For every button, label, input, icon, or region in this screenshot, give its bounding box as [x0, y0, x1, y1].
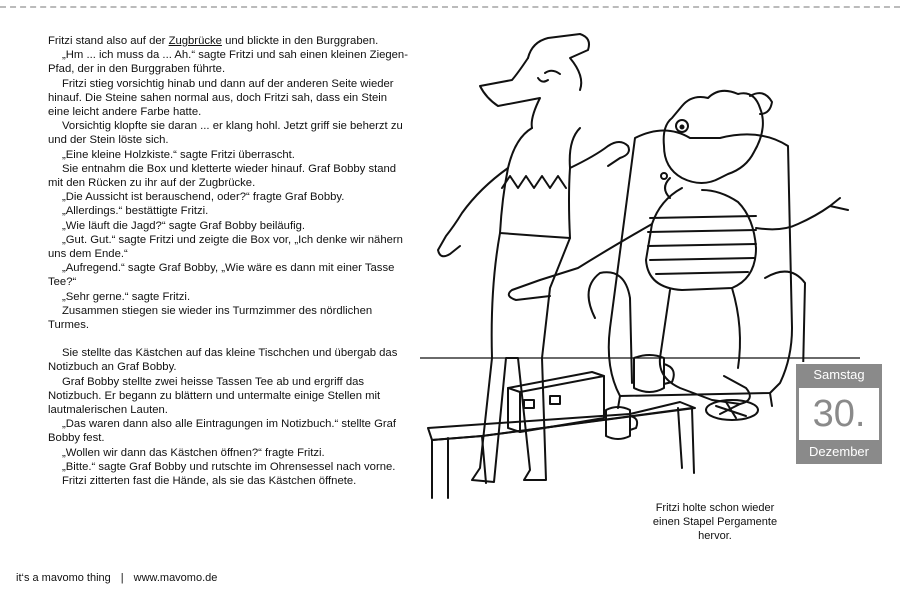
- weekday-label: Samstag: [813, 367, 865, 382]
- footer-url-link[interactable]: www.mavomo.de: [133, 572, 218, 584]
- story-text-span: und blickte in den Burggraben.: [221, 35, 379, 47]
- armchair-drawing: [589, 131, 805, 409]
- story-paragraph: „Bitte.“ sagte Graf Bobby und rutschte im Ohrensessel nach vorne.: [62, 460, 396, 473]
- story-paragraph: „Wollen wir dann das Kästchen öffnen?“ fragte Fritzi.: [62, 446, 325, 459]
- date-badge: [794, 362, 884, 466]
- story-paragraph: „Sehr gerne.“ sagte Fritzi.: [62, 290, 191, 303]
- story-paragraph: „Aufregend.“ sagte Graf Bobby, „Wie wäre es dann mit einer Tasse Tee?“: [48, 262, 395, 289]
- table-drawing: [428, 402, 695, 498]
- story-text: [48, 34, 408, 488]
- story-paragraph: „Allerdings.“ bestättigte Fritzi.: [62, 205, 209, 218]
- story-paragraph: Graf Bobby stellte zwei heisse Tassen Tee ab und ergriff das Notizbuch. Er begann zu blättern und untermalte einige Stellen mit lautmalerischen Lauten.: [48, 375, 381, 417]
- story-paragraph: „Eine kleine Holzkiste.“ sagte Fritzi überrascht.: [62, 148, 295, 161]
- story-paragraph: Fritzi zitterten fast die Hände, als sie das Kästchen öffnete.: [62, 475, 357, 488]
- story-text-span: Fritzi stand also auf der: [48, 35, 169, 47]
- story-paragraph: „Hm ... ich muss da ... Ah.“ sagte Fritzi und sah einen kleinen Ziegen-Pfad, der in den Burggraben führte.: [48, 49, 408, 76]
- month-label: Dezember: [809, 444, 869, 459]
- wolf-character-drawing: [438, 34, 629, 482]
- story-paragraph: Fritzi stieg vorsichtig hinab und dann auf der anderen Seite wieder hinauf. Die Steine sahen normal aus, doch Fritzi sah, dass ein Stein eine leicht andere Farbe hatte.: [48, 77, 394, 119]
- story-paragraph: „Gut. Gut.“ sagte Fritzi und zeigte die Box vor, „Ich denke wir nähern uns dem Ende.“: [48, 233, 403, 261]
- story-paragraph: „Wie läuft die Jagd?“ sagte Graf Bobby beiläufig.: [62, 219, 306, 232]
- story-paragraph: Vorsichtig klopfte sie daran ... er klang hohl. Jetzt griff sie beherzt zu und der Stein löste sich.: [48, 120, 403, 147]
- paragraph-gap: [48, 332, 408, 346]
- perforation-line: [0, 6, 900, 8]
- day-number: 30.: [799, 388, 879, 440]
- story-paragraph: [48, 34, 408, 48]
- teacup-drawing: [606, 355, 674, 439]
- story-paragraph: „Die Aussicht ist berauschend, oder?“ fragte Graf Bobby.: [62, 191, 345, 204]
- footer-separator: |: [120, 572, 124, 584]
- footer-brand: it‘s a mavomo thing: [16, 572, 111, 584]
- footer: [16, 572, 217, 584]
- story-paragraph: Sie stellte das Kästchen auf das kleine Tischchen und übergab das Notizbuch an Graf Bobby.: [48, 347, 398, 374]
- story-paragraph: Zusammen stiegen sie wieder ins Turmzimmer des nördlichen Turmes.: [48, 304, 373, 332]
- story-paragraph: Sie entnahm die Box und kletterte wieder hinauf. Graf Bobby stand mit den Rücken zu ihr auf der Zugbrücke.: [48, 162, 397, 190]
- zugbruecke-link[interactable]: Zugbrücke: [168, 35, 222, 47]
- illustration-caption: Fritzi holte schon wieder einen Stapel Pergamente hervor.: [652, 502, 778, 542]
- story-paragraph: „Das waren dann also alle Eintragungen im Notizbuch.“ stellte Graf Bobby fest.: [48, 418, 397, 445]
